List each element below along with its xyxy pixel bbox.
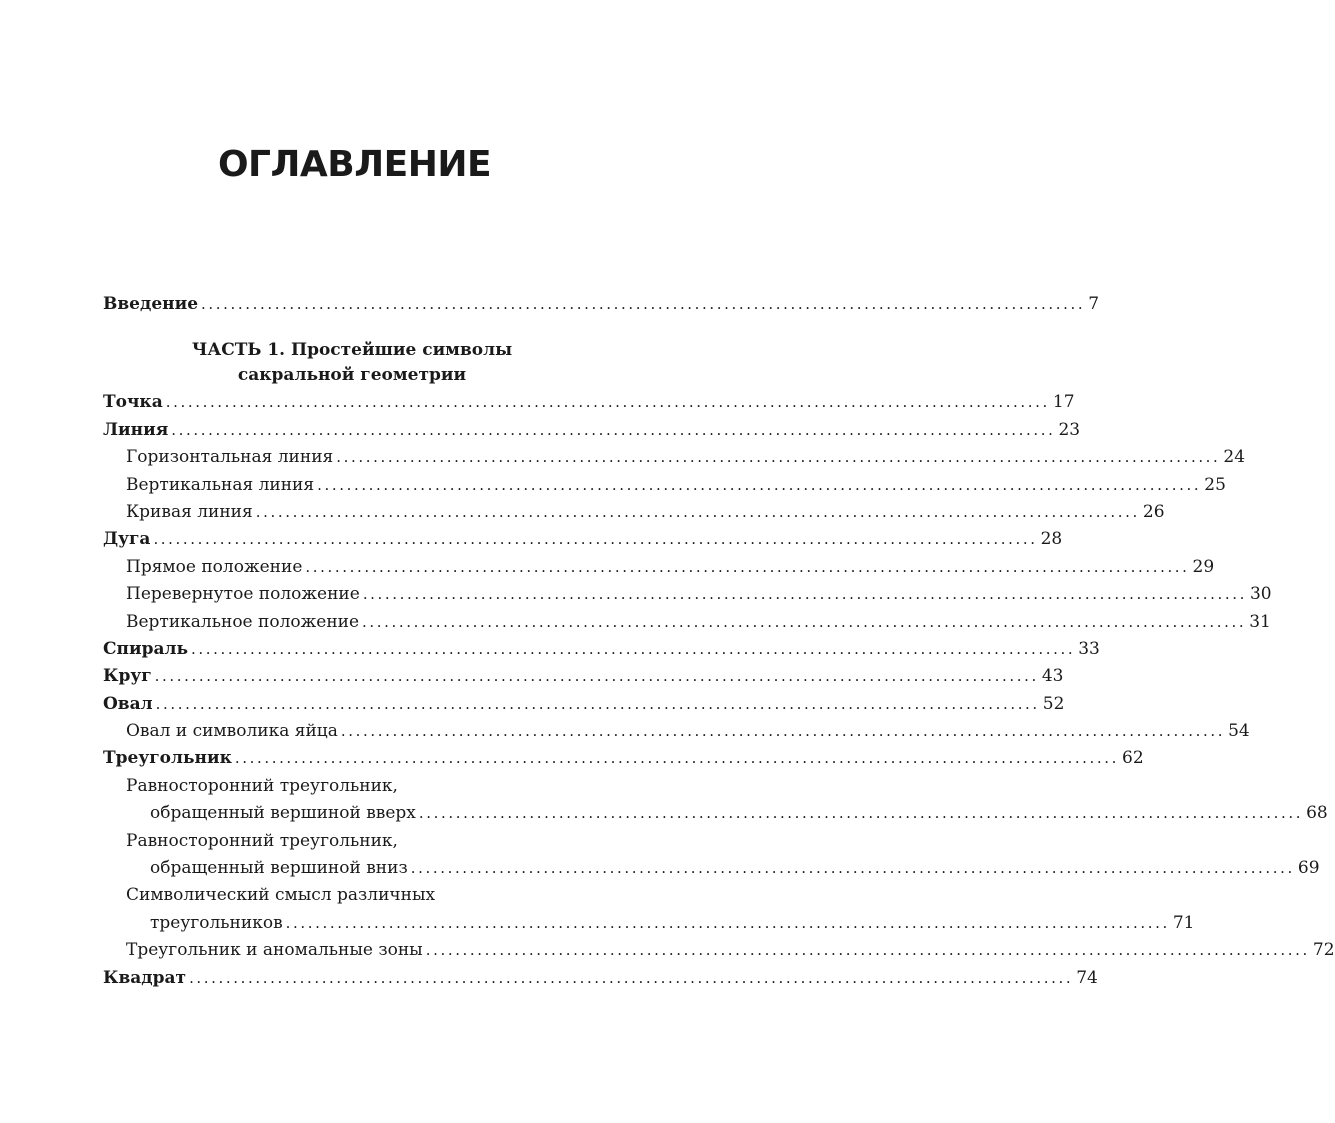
toc-entry-label-line-1: Равносторонний треугольник,	[126, 830, 398, 851]
toc-page-number: 71	[1172, 912, 1195, 933]
dot-leader: ........................................................................................................................	[410, 859, 1295, 878]
toc-entry-liniya[interactable]	[103, 417, 1081, 444]
toc-entry-treugolnik[interactable]	[103, 745, 1144, 772]
toc-page-number: 43	[1041, 666, 1064, 687]
toc-entry-label: Спираль	[103, 638, 189, 659]
toc-entry-label-line-2: обращенный вершиной вниз	[150, 858, 408, 879]
toc-entry-label: Квадрат	[103, 967, 187, 988]
toc-entry-label: Введение	[103, 294, 199, 314]
toc-page-number: 30	[1249, 584, 1272, 605]
dot-leader: ........................................................................................................................	[189, 968, 1074, 987]
toc-page-number: 31	[1249, 611, 1271, 632]
toc-page-number: 7	[1088, 294, 1100, 314]
toc-subentry-vertikalnoe[interactable]	[103, 609, 1271, 636]
toc-entry-intro[interactable]	[103, 291, 1100, 318]
toc-entry-label-line-2: треугольников	[150, 912, 283, 933]
dot-leader: ........................................................................................................................	[285, 913, 1170, 932]
toc-entry-label-line-1: Равносторонний треугольник,	[126, 775, 398, 796]
toc-entry-label: Перевернутое положение	[126, 584, 360, 605]
dot-leader: ........................................................................................................................	[165, 393, 1050, 412]
dot-leader: ........................................................................................................................	[154, 667, 1039, 686]
dot-leader: ........................................................................................................................	[362, 612, 1247, 631]
toc-entry-label: Овал и символика яйца	[126, 721, 338, 742]
toc-page-number: 17	[1052, 392, 1075, 413]
dot-leader: ........................................................................................................................	[418, 804, 1304, 823]
dot-leader: ........................................................................................................................	[336, 448, 1221, 467]
toc-entry-kvadrat[interactable]	[103, 965, 1098, 992]
toc-entry-label: Кривая линия	[126, 501, 253, 522]
toc-page-number: 69	[1297, 858, 1320, 879]
toc-entry-label: Треугольник и аномальные зоны	[126, 940, 423, 961]
toc-page-number: 25	[1204, 474, 1226, 495]
toc-subentry-ravn-vverh[interactable]	[103, 773, 1328, 828]
dot-leader: ........................................................................................................................	[255, 502, 1140, 521]
toc-subentry-gorizontalnaya[interactable]	[103, 444, 1246, 471]
dot-leader: ........................................................................................................................	[191, 639, 1076, 658]
dot-leader: ........................................................................................................................	[153, 530, 1038, 549]
dot-leader: ........................................................................................................................	[155, 694, 1040, 713]
toc-entry-label: Линия	[103, 419, 169, 440]
toc-entry-spiral[interactable]	[103, 636, 1100, 663]
dot-leader: ........................................................................................................................	[362, 585, 1247, 604]
toc-entry-tochka[interactable]	[103, 389, 1075, 416]
toc-entry-label: Овал	[103, 693, 153, 714]
toc-entry-label-line-1: Символический смысл различных	[126, 885, 436, 906]
toc-entry-label: Круг	[103, 666, 152, 687]
toc-entry-oval[interactable]	[103, 691, 1065, 718]
page-title: ОГЛАВЛЕНИЕ	[217, 144, 492, 185]
toc-page-number: 52	[1042, 693, 1065, 714]
toc-subentry-vertikalnaya[interactable]	[103, 472, 1226, 499]
toc-page-number: 54	[1228, 721, 1250, 742]
toc-entry-label: Дуга	[103, 529, 151, 550]
toc-entry-label: Точка	[103, 392, 163, 413]
dot-leader: ........................................................................................................................	[305, 557, 1190, 576]
toc-entry-label-line-2: обращенный вершиной вверх	[150, 803, 416, 824]
toc-entry-label: Прямое положение	[126, 556, 303, 577]
toc-subentry-anomalnye[interactable]	[103, 937, 1335, 964]
dot-leader: ........................................................................................................................	[234, 749, 1120, 768]
toc-page-number: 28	[1040, 529, 1063, 550]
toc-page-number: 29	[1192, 556, 1215, 577]
dot-leader: ........................................................................................................................	[201, 295, 1086, 313]
toc-page-number: 26	[1142, 501, 1165, 522]
dot-leader: ........................................................................................................................	[317, 475, 1202, 494]
toc-entry-label: Треугольник	[103, 748, 232, 769]
toc-subentry-krivaya[interactable]	[103, 499, 1165, 526]
part-heading	[103, 338, 601, 388]
dot-leader: ........................................................................................................................	[340, 722, 1226, 741]
dot-leader: ........................................................................................................................	[425, 941, 1310, 960]
table-of-contents	[103, 291, 1335, 992]
toc-page-number: 33	[1078, 638, 1100, 659]
toc-entry-duga[interactable]	[103, 526, 1063, 553]
part-heading-line-1: ЧАСТЬ 1. Простейшие символы	[191, 340, 513, 361]
toc-entry-krug[interactable]	[103, 663, 1064, 690]
toc-subentry-pryamoe[interactable]	[103, 554, 1215, 581]
toc-subentry-ravn-vniz[interactable]	[103, 828, 1320, 883]
toc-subentry-perevernutoe[interactable]	[103, 581, 1272, 608]
dot-leader: ........................................................................................................................	[171, 420, 1056, 439]
toc-entry-label: Горизонтальная линия	[126, 447, 334, 468]
toc-page-number: 24	[1223, 447, 1246, 468]
toc-page-number: 68	[1306, 803, 1328, 824]
toc-page-number: 72	[1312, 940, 1335, 961]
toc-page-number: 23	[1058, 419, 1081, 440]
toc-subentry-oval-yaytsa[interactable]	[103, 718, 1250, 745]
toc-entry-label: Вертикальная линия	[126, 474, 315, 495]
toc-page-number: 62	[1122, 748, 1144, 769]
toc-subentry-simvol-smysl[interactable]	[103, 882, 1195, 937]
toc-page-number: 74	[1076, 967, 1098, 988]
part-heading-line-2: сакральной геометрии	[237, 365, 467, 386]
toc-entry-label: Вертикальное положение	[126, 611, 360, 632]
